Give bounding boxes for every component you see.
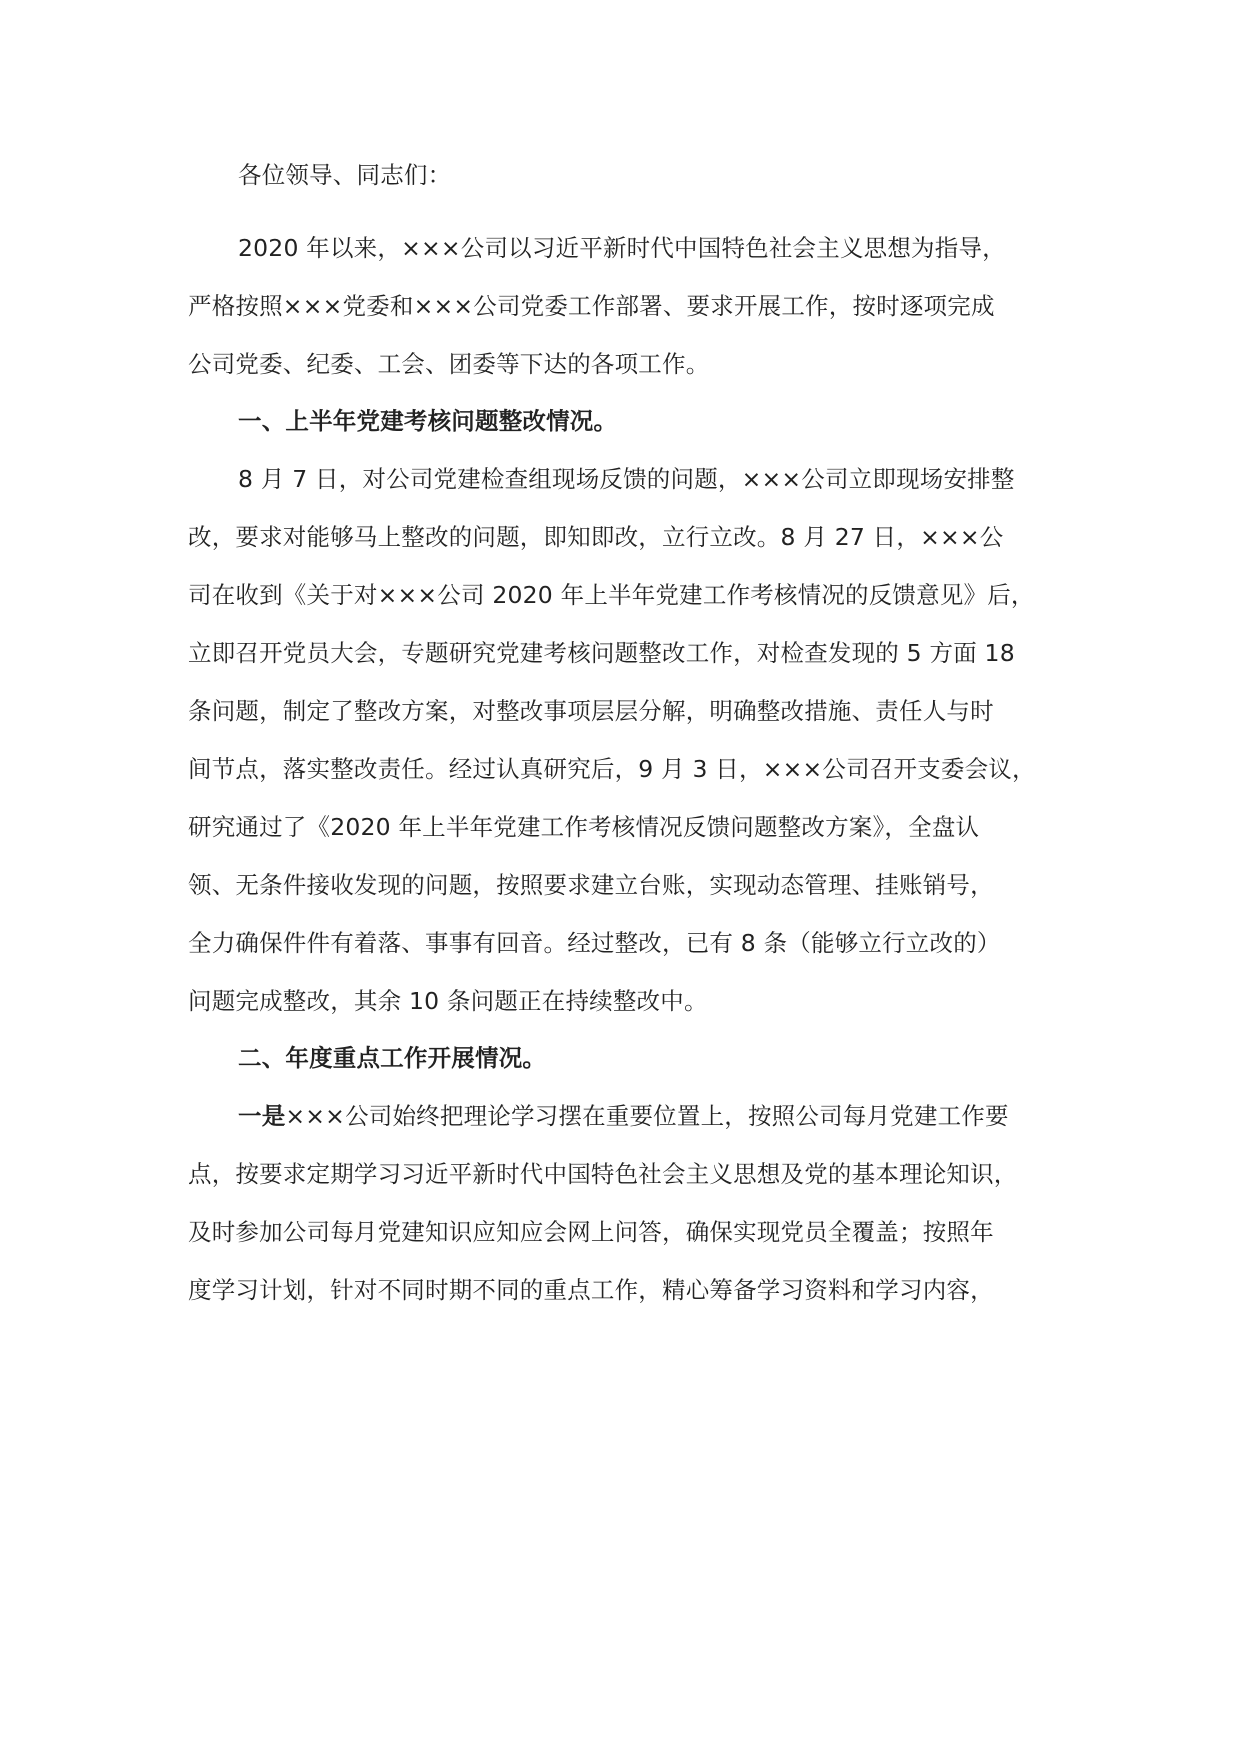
salutation: 各位领导、同志们： xyxy=(238,161,452,189)
paragraph-line xyxy=(238,1101,1009,1131)
paragraph-line: 立即召开党员大会，专题研究党建考核问题整改工作，对检查发现的 5 方面 18 xyxy=(188,639,1015,667)
paragraph-line: 全力确保件件有着落、事事有回音。经过整改，已有 8 条（能够立行立改的） xyxy=(188,929,1001,957)
paragraph-line: 改，要求对能够马上整改的问题，即知即改，立行立改。8 月 27 日，×××公 xyxy=(188,523,1004,551)
paragraph-line: 问题完成整改，其余 10 条问题正在持续整改中。 xyxy=(188,987,708,1015)
intro-line: 严格按照×××党委和×××公司党委工作部署、要求开展工作，按时逐项完成 xyxy=(188,292,995,320)
section-heading-1: 一、上半年党建考核问题整改情况。 xyxy=(238,407,618,435)
paragraph-text: ×××公司始终把理论学习摆在重要位置上，按照公司每月党建工作要 xyxy=(285,1102,1009,1130)
paragraph-line: 8 月 7 日，对公司党建检查组现场反馈的问题，×××公司立即现场安排整 xyxy=(238,465,1015,493)
paragraph-line: 间节点，落实整改责任。经过认真研究后，9 月 3 日，×××公司召开支委会议， xyxy=(188,755,1036,783)
emphasis-lead: 一是 xyxy=(238,1102,286,1130)
paragraph-line: 及时参加公司每月党建知识应知应会网上问答，确保实现党员全覆盖；按照年 xyxy=(188,1218,994,1246)
paragraph-line: 研究通过了《2020 年上半年党建工作考核情况反馈问题整改方案》，全盘认 xyxy=(188,813,980,841)
paragraph-line: 领、无条件接收发现的问题，按照要求建立台账，实现动态管理、挂账销号， xyxy=(188,871,994,899)
intro-line: 公司党委、纪委、工会、团委等下达的各项工作。 xyxy=(188,350,710,378)
paragraph-line: 司在收到《关于对×××公司 2020 年上半年党建工作考核情况的反馈意见》后， xyxy=(188,581,1035,609)
paragraph-line: 度学习计划，针对不同时期不同的重点工作，精心筹备学习资料和学习内容， xyxy=(188,1276,994,1304)
document-page xyxy=(188,0,1080,1754)
section-heading-2: 二、年度重点工作开展情况。 xyxy=(238,1044,547,1072)
intro-line: 2020 年以来，×××公司以习近平新时代中国特色社会主义思想为指导， xyxy=(238,234,1006,262)
paragraph-line: 点，按要求定期学习习近平新时代中国特色社会主义思想及党的基本理论知识， xyxy=(188,1160,1018,1188)
paragraph-line: 条问题，制定了整改方案，对整改事项层层分解，明确整改措施、责任人与时 xyxy=(188,697,994,725)
